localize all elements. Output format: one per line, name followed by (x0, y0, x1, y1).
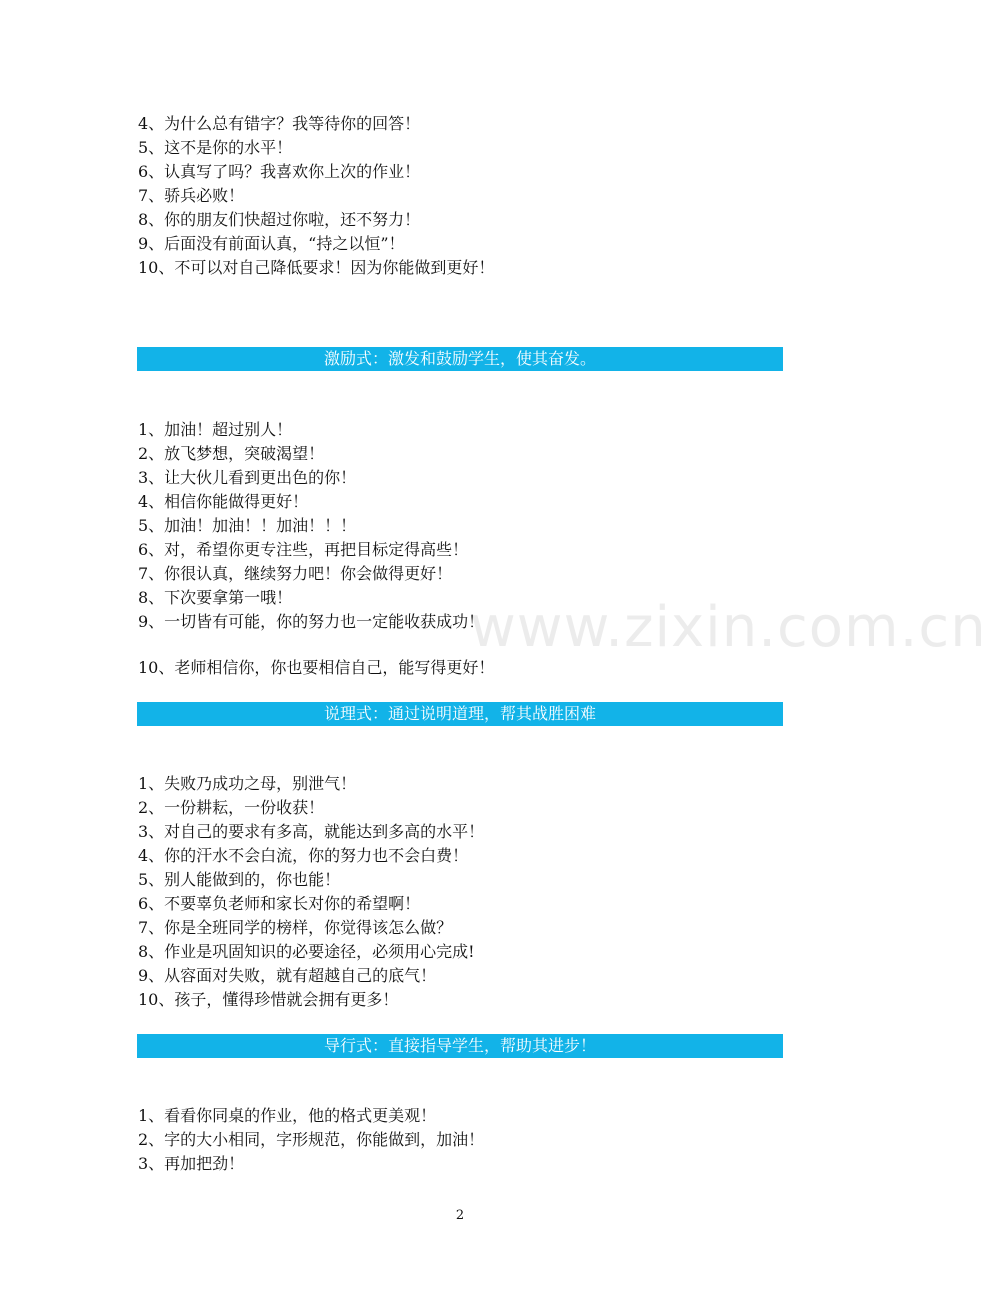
list-item: 5、别人能做到的，你也能！ (138, 870, 341, 889)
list-item: 1、看看你同桌的作业，他的格式更美观！ (138, 1106, 437, 1125)
list-item: 3、对自己的要求有多高，就能达到多高的水平！ (138, 822, 485, 841)
list-item: 9、从容面对失败，就有超越自己的底气！ (138, 966, 437, 985)
list-item: 7、你是全班同学的榜样，你觉得该怎么做？ (138, 918, 453, 937)
section-heading-encouragement: 激励式：激发和鼓励学生，使其奋发。 (137, 347, 783, 371)
list-item: 9、一切皆有可能，你的努力也一定能收获成功！ (138, 612, 485, 631)
list-item: 5、这不是你的水平！ (138, 138, 293, 157)
list-item: 10、孩子，懂得珍惜就会拥有更多！ (138, 990, 399, 1009)
list-item: 6、不要辜负老师和家长对你的希望啊！ (138, 894, 421, 913)
list-item: 3、让大伙儿看到更出色的你！ (138, 468, 357, 487)
list-item: 8、下次要拿第一哦！ (138, 588, 293, 607)
list-item: 1、失败乃成功之母，别泄气！ (138, 774, 357, 793)
list-item: 10、老师相信你，你也要相信自己，能写得更好！ (138, 658, 495, 677)
list-item: 3、再加把劲！ (138, 1154, 245, 1173)
list-item: 6、认真写了吗？我喜欢你上次的作业！ (138, 162, 421, 181)
list-item: 6、对，希望你更专注些，再把目标定得高些！ (138, 540, 469, 559)
list-item: 10、不可以对自己降低要求！因为你能做到更好！ (138, 258, 495, 277)
list-item: 9、后面没有前面认真，“持之以恒”！ (138, 234, 405, 253)
watermark: www.zixin.com.cn (470, 595, 987, 660)
list-item: 4、相信你能做得更好！ (138, 492, 309, 511)
section-heading-guidance: 导行式：直接指导学生，帮助其进步！ (137, 1034, 783, 1058)
list-item: 4、为什么总有错字？我等待你的回答！ (138, 114, 421, 133)
list-item: 4、你的汗水不会白流，你的努力也不会白费！ (138, 846, 469, 865)
page-number: 2 (455, 1208, 465, 1223)
list-item: 2、一份耕耘，一份收获！ (138, 798, 325, 817)
list-item: 2、放飞梦想，突破渴望！ (138, 444, 325, 463)
list-item: 2、字的大小相同，字形规范，你能做到，加油！ (138, 1130, 485, 1149)
list-item: 8、作业是巩固知识的必要途径，必须用心完成! (138, 942, 475, 961)
list-item: 5、加油！加油！！加油！！！ (138, 516, 357, 535)
list-item: 7、你很认真，继续努力吧！你会做得更好！ (138, 564, 453, 583)
section-heading-reasoning: 说理式：通过说明道理，帮其战胜困难 (137, 702, 783, 726)
list-item: 7、骄兵必败！ (138, 186, 245, 205)
list-item: 8、你的朋友们快超过你啦，还不努力！ (138, 210, 421, 229)
list-item: 1、加油！超过别人！ (138, 420, 293, 439)
